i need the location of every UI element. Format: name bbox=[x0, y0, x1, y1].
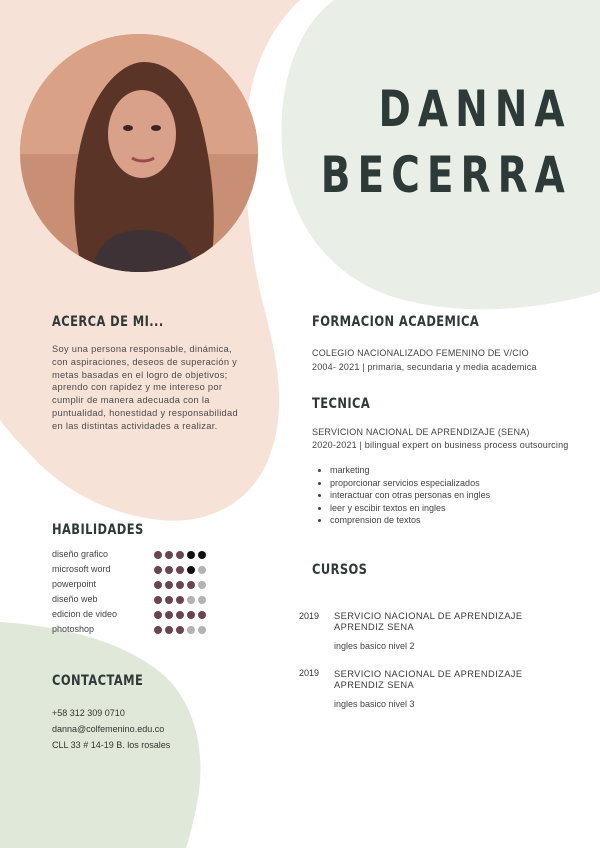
skill-row bbox=[52, 579, 222, 591]
bullet-item: • interactuar con otras personas en ingles bbox=[330, 489, 490, 502]
skill-row bbox=[52, 564, 222, 576]
skill-dot-filled bbox=[176, 551, 184, 559]
education-school: COLEGIO NACIONALIZADO FEMENINO DE V/CIO bbox=[312, 348, 529, 358]
skill-name: photoshop bbox=[52, 624, 95, 634]
course-title: SERVICIO NACIONAL DE APRENDIZAJE APRENDIZ SENA bbox=[334, 611, 523, 632]
skill-dot-filled bbox=[165, 596, 173, 604]
face bbox=[108, 90, 176, 178]
skill-dot-empty bbox=[198, 596, 206, 604]
skill-dot-filled bbox=[165, 581, 173, 589]
skill-dot-empty bbox=[198, 626, 206, 634]
sage-blob bbox=[0, 622, 200, 848]
skills-heading: HABILIDADES bbox=[52, 522, 144, 538]
skill-dot-filled bbox=[176, 566, 184, 574]
skill-dot-filled bbox=[176, 581, 184, 589]
skill-dot-empty bbox=[198, 566, 206, 574]
first-name: DANNA bbox=[378, 80, 572, 138]
skill-dot-filled bbox=[154, 566, 162, 574]
profile-photo bbox=[20, 34, 258, 272]
bullet-item: • comprension de textos bbox=[330, 514, 490, 527]
skill-name: diseño grafico bbox=[52, 549, 109, 559]
contact-heading: CONTACTAME bbox=[52, 673, 144, 689]
course-year: 2019 bbox=[299, 668, 320, 678]
technical-bullets bbox=[314, 464, 490, 527]
skill-dot-filled bbox=[187, 611, 195, 619]
course-year: 2019 bbox=[299, 611, 320, 621]
skill-dot-filled bbox=[176, 626, 184, 634]
skill-dot-empty bbox=[187, 596, 195, 604]
bullet-item: • marketing bbox=[330, 464, 490, 477]
skill-dot-empty bbox=[187, 626, 195, 634]
skill-dot-filled bbox=[198, 551, 206, 559]
last-name: BECERRA bbox=[320, 146, 572, 204]
bullet-item: • leer y escibir textos en ingles bbox=[330, 502, 490, 515]
skill-name: diseño web bbox=[52, 594, 98, 604]
skill-dot-filled bbox=[176, 596, 184, 604]
skill-row bbox=[52, 624, 222, 636]
courses-heading: CURSOS bbox=[312, 562, 368, 578]
technical-heading: TECNICA bbox=[312, 396, 371, 412]
skill-dot-filled bbox=[165, 611, 173, 619]
skill-dot-filled bbox=[198, 611, 206, 619]
technical-institution: SERVICION NACIONAL DE APRENDIZAJE (SENA) bbox=[312, 427, 530, 437]
skill-row bbox=[52, 549, 222, 561]
skill-name: powerpoint bbox=[52, 579, 97, 589]
contact-phone: +58 312 309 0710 bbox=[52, 708, 125, 718]
skill-dot-filled bbox=[154, 551, 162, 559]
skill-row bbox=[52, 594, 222, 606]
skill-dot-filled bbox=[154, 596, 162, 604]
skill-name: microsoft word bbox=[52, 564, 111, 574]
course-subtitle: ingles basico nivel 3 bbox=[334, 699, 415, 709]
education-school-detail: 2004- 2021 | primaria, secundaria y media academica bbox=[312, 362, 537, 372]
skill-dot-filled bbox=[165, 626, 173, 634]
about-text: Soy una persona responsable, dinámica, con aspiraciones, deseos de superación y metas basadas en el logro de objetivos; aprendo con rapidez y me intereso por cumplir de manera adecuada con la puntualidad, honestidad y responsabilidad en las distintas actividades a realizar. bbox=[52, 344, 238, 431]
course-title: SERVICIO NACIONAL DE APRENDIZAJE APRENDIZ SENA bbox=[334, 669, 523, 690]
skill-dot-filled bbox=[187, 581, 195, 589]
bullet-item: • proporcionar servicios especializados bbox=[330, 477, 490, 490]
skill-row bbox=[52, 609, 222, 621]
contact-address: CLL 33 # 14-19 B. los rosales bbox=[52, 740, 171, 750]
skill-dot-filled bbox=[154, 626, 162, 634]
skill-dot-filled bbox=[176, 611, 184, 619]
skill-dot-filled bbox=[165, 566, 173, 574]
skill-dot-filled bbox=[154, 611, 162, 619]
course-subtitle: ingles basico nivel 2 bbox=[334, 641, 415, 651]
skill-dot-filled bbox=[187, 551, 195, 559]
skill-dot-empty bbox=[198, 581, 206, 589]
skill-name: edicion de video bbox=[52, 609, 118, 619]
technical-detail: 2020-2021 | bilingual expert on business process outsourcing bbox=[312, 440, 569, 450]
skill-dot-filled bbox=[187, 566, 195, 574]
education-heading: FORMACION ACADEMICA bbox=[312, 314, 480, 330]
about-heading: ACERCA DE MI... bbox=[52, 314, 164, 330]
contact-email: danna@colfemenino.edu.co bbox=[52, 724, 165, 734]
skill-dot-filled bbox=[165, 551, 173, 559]
skill-dot-filled bbox=[154, 581, 162, 589]
